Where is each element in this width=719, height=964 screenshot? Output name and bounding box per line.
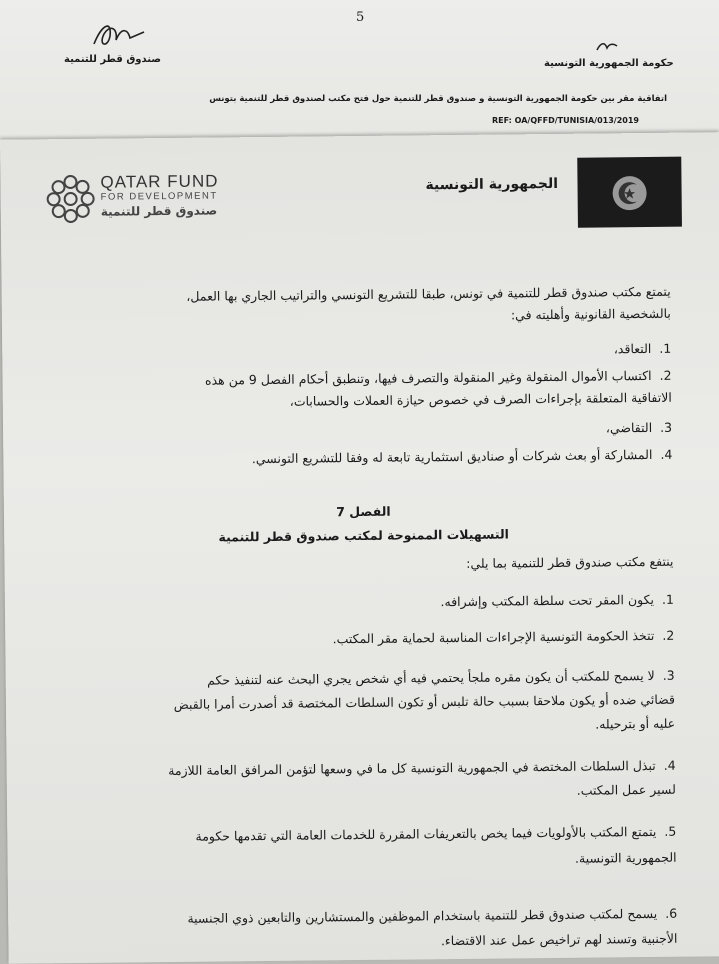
chapter-lead: ينتفع مكتب صندوق قطر للتنمية بما يلي: bbox=[466, 553, 674, 571]
list-item: 1.يكون المقر تحت سلطة المكتب وإشرافه. bbox=[440, 591, 674, 610]
tunisia-flag bbox=[577, 157, 682, 228]
list-item: 5.يتمتع المكتب بالأولويات فيما يخص بالتعريفات المقررة للخدمات العامة التي تقدمها حكومة bbox=[195, 823, 677, 844]
intro-line-1: يتمتع مكتب صندوق قطر للتنمية في تونس، طبقا للتشريع التونسي والتراتيب الجاري بها العمل، bbox=[186, 283, 671, 304]
qffd-logo-icon bbox=[44, 173, 97, 226]
tunisia-emblem-icon bbox=[577, 157, 682, 228]
agreement-title: اتفاقية مقر بين حكومة الجمهورية التونسية و صندوق قطر للتنمية حول فتح مكتب لصندوق قطر للتنمية بتونس bbox=[209, 94, 667, 104]
list-item: 2.تتخذ الحكومة التونسية الإجراءات المناسبة لحماية مقر المكتب. bbox=[332, 627, 675, 647]
page-number: 5 bbox=[356, 10, 365, 25]
document-page bbox=[0, 132, 719, 963]
list-item: 4.تبذل السلطات المختصة في الجمهورية التونسية كل ما في وسعها لتؤمن المرافق العامة اللازمة bbox=[168, 757, 676, 779]
logo-title: QATAR FUND bbox=[100, 171, 219, 192]
list-item: 4.المشاركة أو بعث شركات أو صناديق استثمارية تابعة له وفقا للتشريع التونسي. bbox=[251, 446, 673, 467]
list-item-continued: الأجنبية وتسند لهم تراخيص عمل عند الاقتضاء. bbox=[440, 930, 678, 949]
logo-subtitle: FOR DEVELOPMENT bbox=[100, 190, 218, 203]
reference-number: REF: OA/QFFD/TUNISIA/013/2019 bbox=[492, 116, 639, 125]
stamp-government: حكومة الجمهورية التونسية bbox=[544, 58, 674, 69]
list-item-continued: الاتفاقية المتعلقة بإجراءات الصرف في خصوص حيازة العملات والحسابات، bbox=[289, 389, 672, 409]
list-item: 6.يسمح لمكتب صندوق قطر للتنمية باستخدام الموظفين والمستشارين والتابعين ذوي الجنسية bbox=[187, 905, 678, 926]
list-item: 3.لا يسمح للمكتب أن يكون مقره ملجأ يحتمي فيه أي شخص يجري البحث عنه لتنفيذ حكم bbox=[207, 667, 675, 688]
stamp-qffd: صندوق قطر للتنمية bbox=[64, 54, 162, 65]
list-item-continued: عليه أو بترحيله. bbox=[595, 715, 676, 732]
list-item: 3.التقاضي، bbox=[605, 419, 673, 436]
republic-heading: الجمهورية التونسية bbox=[425, 175, 559, 194]
signature-left bbox=[88, 18, 148, 52]
list-item-continued: قضائي ضده أو يكون ملاحقا بسبب حالة تلبس أو تكون السلطات المختصة قد أصدرت أمرا بالقبض bbox=[173, 691, 675, 712]
intro-line-2: بالشخصية القانونية وأهليته في: bbox=[510, 305, 671, 323]
list-item-continued: الجمهورية التونسية. bbox=[574, 849, 677, 866]
signature-right bbox=[595, 40, 619, 54]
chapter-title: الفصل 7 bbox=[336, 503, 391, 520]
list-item-continued: لسير عمل المكتب. bbox=[576, 781, 676, 798]
list-item: 1.التعاقد، bbox=[613, 340, 672, 357]
chapter-subtitle: التسهيلات الممنوحة لمكتب صندوق قطر للتنمية bbox=[218, 526, 509, 545]
logo-arabic: صندوق قطر للتنمية bbox=[100, 203, 218, 219]
list-item: 2.اكتساب الأموال المنقولة وغير المنقولة والتصرف فيها، وتنطبق أحكام الفصل 9 من هذه bbox=[204, 367, 672, 388]
previous-page-sheet bbox=[0, 0, 719, 150]
